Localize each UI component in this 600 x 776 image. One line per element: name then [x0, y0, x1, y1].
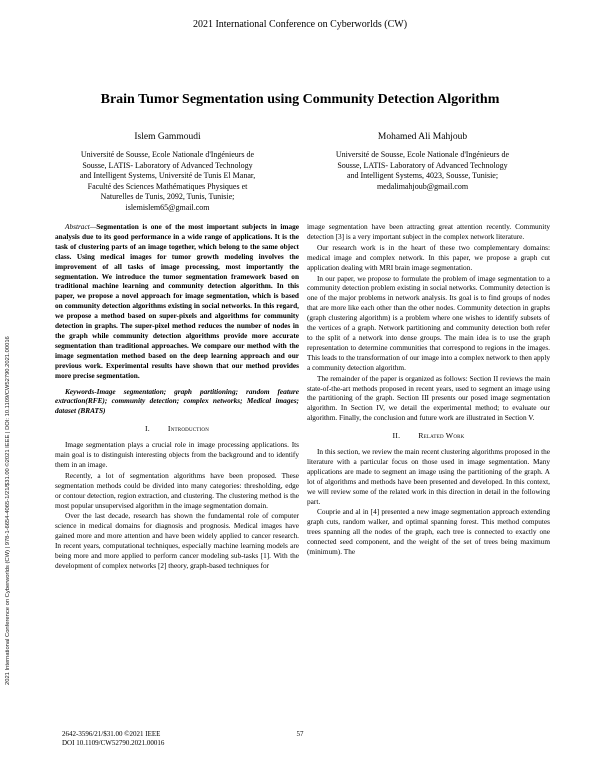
body-paragraph: Couprie and al in [4] presented a new image segmentation approach extending graph cuts, random walker, and optimal spanning forest. This method computes trees spanning all the nodes of the graph, each tree is connected to exactly one connected seed component, and the weight of the set of trees being maximum (minimum). The — [307, 507, 550, 557]
affiliation-line: Sousse, LATIS- Laboratory of Advanced Technology — [337, 160, 508, 170]
body-paragraph: In this section, we review the main recent clustering algorithms proposed in the literature with a particular focus on those used in image segmentation. Many applications are made to segment an image using the partitioning of the graph. A lot of algorithms and methods have been presented and developed. In this context, we will review some of the related work in this direction in detail in the following part. — [307, 447, 550, 506]
affiliation-line: Université de Sousse, Ecole Nationale d'Ingénieurs de — [80, 150, 255, 159]
author-block-1 — [50, 131, 285, 214]
conference-header: 2021 International Conference on Cyberworlds (CW) — [192, 19, 408, 30]
author-email: medalimahjoub@gmail.com — [376, 181, 469, 191]
keywords: Keywords-Image segmentation; graph partitioning; random feature extraction(RFE); community detection; complex networks; Medical images; dataset (BRATS) — [55, 386, 299, 416]
author-name: Islem Gammoudi — [134, 132, 201, 142]
body-paragraph: In our paper, we propose to formulate the problem of image segmentation to a community detection problem existing in social networks. Community detection is one of the major problems in network analysis. Its goal is to find groups of nodes that are more like each other than the other nodes. Community detection in graphs (graph clustering algorithm) is a problem where one wishes to identify subsets of the vertices of a graph. Network partitioning and community detection both refer to the split of a network into dense groups. The main idea is to use the graph representation to determine communities that correspond to regions in the images. This leads to the transformation of our image into a complex network to then apply a community detection algorithm. — [307, 273, 550, 372]
body-paragraph: Over the last decade, research has shown the fundamental role of computer science in medical domains for diagnosis and prognosis. Medical images have gained more and more attention and have been widely applied to cancer research. In recent years, computational techniques, especially machine learning models are being more and more applied to perform cancer modeling sub-tasks [1]. With the development of complex networks [2] theory, graph-based techniques for — [55, 511, 299, 570]
author-block-2 — [305, 131, 540, 192]
body-paragraph: image segmentation have been attracting great attention recently. Community detection [3] is a very important subject in the complex network literature. — [307, 222, 550, 241]
author-name: Mohamed Ali Mahjoub — [377, 132, 468, 142]
body-paragraph: The remainder of the paper is organized as follows: Section II reviews the main state-of-the-art methods proposed in recent years, used to segment an image using the partitioning of the graph. Section III presents our posed image segmentation algorithm. In Section IV, we detail the experimental method; to evaluate our algorithm. Finally, the conclusion and future work are illustrated in Section V. — [307, 373, 550, 423]
section-heading-introduction: I. Introduction — [144, 424, 210, 434]
affiliation-line: Naturelles de Tunis, 2092, Tunis, Tunisie; — [100, 192, 235, 202]
affiliation-line: Université de Sousse, Ecole Nationale d'Ingénieurs de — [335, 150, 510, 159]
page-number: 57 — [296, 730, 304, 738]
body-paragraph: Recently, a lot of segmentation algorithms have been proposed. These segmentation methods could be divided into many categories: thresholding, edge or contour detection, region extraction, and clustering. The clustering method is the most popular unsupervised algorithm in the image segmentation domain. — [55, 470, 299, 510]
abstract-lead: Abstract— — [65, 222, 97, 231]
paper-title: Brain Tumor Segmentation using Community Detection Algorithm — [100, 92, 500, 107]
right-column — [307, 222, 550, 558]
affiliation-line: and Intelligent Systems, 4023, Sousse, Tunisie; — [346, 171, 499, 181]
abstract — [55, 222, 299, 381]
abstract-text: Segmentation is one of the most important subjects in image analysis due to its good performance in a wide range of applications. It is the task of clustering parts of an image together, which belong to the same object class. Using medical images for tumor growth modeling involves the improvement of all tasks of image processing, most importantly the segmentation. We introduce the tumor segmentation framework based on traditional machine learning and community detection algorithm. In this paper, we propose a novel approach for image segmentation, which is based on community detection algorithms existing in social networks. In this regard, we propose a method based on super-pixels and algorithms for community detection in graphs. The super-pixel method reduces the number of nodes in the graph while community detection algorithms provide more accurate segmentation than traditional approaches. We compare our method with the image segmentation method based on the deep learning approach and our previous work. Experimental results have shown that our method provides more precise segmentation. — [55, 222, 299, 380]
affiliation-line: and Intelligent Systems, Université de Tunis El Manar, — [79, 171, 256, 181]
footer-copyright: 2642-3596/21/$31.00 ©2021 IEEE DOI 10.1109/CW52790.2021.00016 — [62, 730, 165, 747]
body-paragraph: Our research work is in the heart of these two complementary domains: medical image and complex network. In this paper, we propose a graph cut application dealing with MRI brain image segmentation. — [307, 242, 550, 272]
left-column — [55, 222, 299, 572]
section-heading-related-work: II. Related Work — [392, 431, 465, 441]
affiliation-line: Faculté des Sciences Mathématiques Physiques et — [87, 181, 248, 191]
body-paragraph: Image segmentation plays a crucial role in image processing applications. Its main goal is to distinguish interesting objects from the background and to identify them in an image. — [55, 440, 299, 469]
author-email: islemislem65@gmail.com — [125, 202, 210, 212]
affiliation-line: Sousse, LATIS- Laboratory of Advanced Technology — [82, 160, 253, 170]
sidebar-citation: 2021 International Conference on Cyberworlds (CW) | 978-1-6654-4065-1/21/$31.00 ©2021 IEEE | DOI: 10.1109/CW52790.2021.00016 — [5, 336, 11, 685]
